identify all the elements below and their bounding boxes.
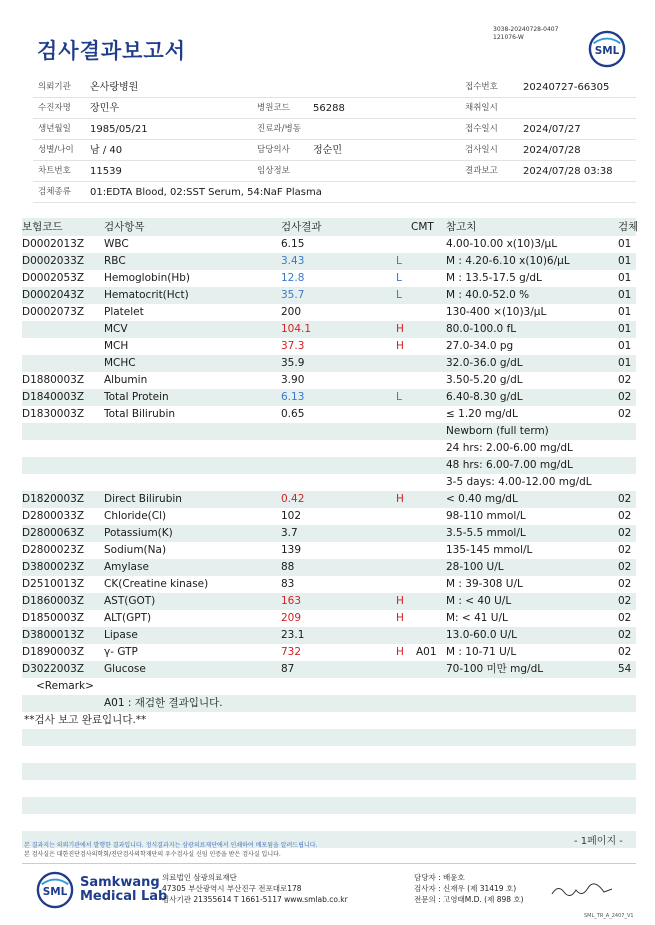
row-specimen: 02 xyxy=(618,527,632,539)
institution-label: 의뢰기관 xyxy=(38,82,71,92)
row-code: D0002013Z xyxy=(22,238,85,250)
footer-note-2: 본 검사실은 대한진단검사의학회/진단검사의학재단의 우수검사실 신임 인증을 받은 검사실 입니다. xyxy=(24,851,281,858)
result-rows xyxy=(22,236,636,678)
remark-a01-row xyxy=(22,695,636,712)
footer-divider xyxy=(22,863,636,864)
table-row xyxy=(22,253,636,270)
row-ref: 3-5 days: 4.00-12.00 mg/dL xyxy=(446,476,592,488)
remark-a01: A01 : 재검한 결과입니다. xyxy=(104,697,223,709)
patient-info xyxy=(33,77,636,203)
row-result: 83 xyxy=(281,578,295,590)
row-specimen: 02 xyxy=(618,391,632,403)
remark-row xyxy=(22,678,636,695)
report-date-value: 2024/07/28 03:38 xyxy=(523,166,613,177)
row-name: CK(Creatine kinase) xyxy=(104,578,209,590)
clinical-label: 임상정보 xyxy=(257,166,290,176)
signature-icon xyxy=(548,880,618,902)
row-ref: < 0.40 mg/dL xyxy=(446,493,518,505)
row-name: MCH xyxy=(104,340,129,352)
row-name: MCHC xyxy=(104,357,136,369)
row-result: 732 xyxy=(281,646,302,658)
row-name: WBC xyxy=(104,238,129,250)
row-code: D1850003Z xyxy=(22,612,85,624)
institution-value: 온사랑병원 xyxy=(90,82,139,93)
document-id-line2: 121076-W xyxy=(493,34,524,41)
info-row xyxy=(33,98,636,119)
org-contact: 검사기관 21355614 T 1661-5117 www.smlab.co.kr xyxy=(162,895,348,904)
table-row xyxy=(22,627,636,644)
specimen-value: 01:EDTA Blood, 02:SST Serum, 54:NaF Plasma xyxy=(90,187,322,198)
row-name: Albumin xyxy=(104,374,148,386)
row-code: D0002033Z xyxy=(22,255,85,267)
table-row xyxy=(22,338,636,355)
row-specimen: 02 xyxy=(618,408,632,420)
row-flag: L xyxy=(396,255,402,267)
row-result: 23.1 xyxy=(281,629,305,641)
info-row xyxy=(33,182,636,203)
table-row xyxy=(22,661,636,678)
table-row xyxy=(22,372,636,389)
footer-note-1: 본 결과지는 의뢰기관에서 발행한 결과입니다. 정식결과지는 삼광의료재단에서 인쇄하여 배포됨을 알려드립니다. xyxy=(24,842,318,849)
row-code: D2800033Z xyxy=(22,510,85,522)
row-ref: M : 13.5-17.5 g/dL xyxy=(446,272,542,284)
row-flag: L xyxy=(396,391,402,403)
row-specimen: 02 xyxy=(618,595,632,607)
row-ref: 4.00-10.00 x(10)3/µL xyxy=(446,238,558,250)
row-ref: ≤ 1.20 mg/dL xyxy=(446,408,518,420)
row-flag: H xyxy=(396,323,404,335)
info-row xyxy=(33,119,636,140)
row-code: D2800063Z xyxy=(22,527,85,539)
empty-row xyxy=(22,729,636,746)
row-name: Hemoglobin(Hb) xyxy=(104,272,191,284)
remark-label: <Remark> xyxy=(36,680,94,692)
row-specimen: 01 xyxy=(618,255,632,267)
row-result: 102 xyxy=(281,510,302,522)
row-specimen: 02 xyxy=(618,374,632,386)
row-specimen: 01 xyxy=(618,289,632,301)
table-row xyxy=(22,321,636,338)
row-code: D0002053Z xyxy=(22,272,85,284)
row-cmt: A01 xyxy=(416,646,437,658)
row-code: D3800013Z xyxy=(22,629,85,641)
header-specimen: 검체 xyxy=(618,221,639,233)
row-ref: 70-100 미만 mg/dL xyxy=(446,663,544,675)
row-name: Potassium(K) xyxy=(104,527,173,539)
row-result: 0.65 xyxy=(281,408,305,420)
row-specimen: 02 xyxy=(618,578,632,590)
row-specimen: 02 xyxy=(618,646,632,658)
header-ref: 참고치 xyxy=(446,221,477,233)
row-ref: 13.0-60.0 U/L xyxy=(446,629,517,641)
row-result: 3.7 xyxy=(281,527,298,539)
row-code: D1890003Z xyxy=(22,646,85,658)
row-name: Sodium(Na) xyxy=(104,544,167,556)
row-code: D0002073Z xyxy=(22,306,85,318)
hospital-code-value: 56288 xyxy=(313,103,345,114)
row-ref: 24 hrs: 2.00-6.00 mg/dL xyxy=(446,442,573,454)
row-specimen: 01 xyxy=(618,323,632,335)
info-row xyxy=(33,161,636,182)
empty-row xyxy=(22,763,636,780)
staff-info: 담당자 : 배윤호 xyxy=(414,873,465,882)
chart-no-label: 차트번호 xyxy=(38,166,71,176)
row-specimen: 01 xyxy=(618,357,632,369)
row-specimen: 02 xyxy=(618,493,632,505)
table-row xyxy=(22,644,636,661)
row-result: 3.43 xyxy=(281,255,305,267)
row-name: Total Protein xyxy=(104,391,169,403)
row-specimen: 01 xyxy=(618,306,632,318)
row-result: 104.1 xyxy=(281,323,312,335)
info-row xyxy=(33,140,636,161)
header-result: 검사결과 xyxy=(281,221,322,233)
row-flag: H xyxy=(396,646,404,658)
row-result: 209 xyxy=(281,612,302,624)
form-code: SML_TR_A_2407_V1 xyxy=(584,913,634,919)
logo-text: SML xyxy=(594,44,620,57)
row-ref: M : 40.0-52.0 % xyxy=(446,289,530,301)
doctor-label: 담당의사 xyxy=(257,145,290,155)
empty-row xyxy=(22,797,636,814)
org-address: 47305 부산광역시 부산진구 전포대로178 xyxy=(162,884,302,893)
patient-value: 장민우 xyxy=(90,103,119,114)
info-row xyxy=(33,77,636,98)
row-name: MCV xyxy=(104,323,128,335)
document-id-line1: 3038-20240728-0407 xyxy=(493,26,559,33)
row-specimen: 02 xyxy=(618,629,632,641)
row-ref: 3.50-5.20 g/dL xyxy=(446,374,523,386)
header-name: 검사항목 xyxy=(104,221,145,233)
document-id xyxy=(493,26,558,42)
row-name: Platelet xyxy=(104,306,144,318)
tester-info: 검사자 : 신재우 (제 31419 호) xyxy=(414,884,517,893)
doctor-value: 정순민 xyxy=(313,145,342,156)
row-specimen: 54 xyxy=(618,663,632,675)
row-ref: M : 39-308 U/L xyxy=(446,578,523,590)
patient-label: 수진자명 xyxy=(38,103,71,113)
dept-label: 진료과/병동 xyxy=(257,124,301,134)
footer-logo-text: SML xyxy=(42,885,68,898)
table-row xyxy=(22,389,636,406)
table-row xyxy=(22,491,636,508)
table-row xyxy=(22,440,636,457)
specialist-info: 전문의 : 고영태M.D. (제 898 호) xyxy=(414,895,524,904)
row-code: D1820003Z xyxy=(22,493,85,505)
specimen-label: 검체종류 xyxy=(38,187,71,197)
brand-line-1: Samkwang xyxy=(80,875,160,890)
table-row xyxy=(22,270,636,287)
row-specimen: 01 xyxy=(618,340,632,352)
row-specimen: 02 xyxy=(618,561,632,573)
row-ref: 80.0-100.0 fL xyxy=(446,323,517,335)
row-result: 35.7 xyxy=(281,289,305,301)
page-number: - 1페이지 - xyxy=(574,836,623,847)
brand-line-2: Medical Lab xyxy=(80,889,168,904)
table-header xyxy=(22,218,639,236)
row-flag: L xyxy=(396,289,402,301)
row-ref: M: < 41 U/L xyxy=(446,612,508,624)
row-ref: 27.0-34.0 pg xyxy=(446,340,514,352)
row-ref: 135-145 mmol/L xyxy=(446,544,533,556)
hospital-code-label: 병원코드 xyxy=(257,103,290,113)
row-flag: H xyxy=(396,340,404,352)
receipt-date-label: 접수일시 xyxy=(465,124,498,134)
table-row xyxy=(22,525,636,542)
row-flag: H xyxy=(396,595,404,607)
row-result: 200 xyxy=(281,306,302,318)
sex-age-label: 성별/나이 xyxy=(38,145,74,155)
sex-age-value: 남 / 40 xyxy=(90,145,123,156)
dob-label: 생년월일 xyxy=(38,124,71,134)
row-name: RBC xyxy=(104,255,126,267)
table-row xyxy=(22,304,636,321)
receipt-no-value: 20240727-66305 xyxy=(523,82,610,93)
row-result: 6.15 xyxy=(281,238,305,250)
report-done: **검사 보고 완료입니다.** xyxy=(24,714,147,726)
table-row xyxy=(22,457,636,474)
empty-row xyxy=(22,746,636,763)
row-name: Hematocrit(Hct) xyxy=(104,289,189,301)
row-name: Chloride(Cl) xyxy=(104,510,167,522)
table-row xyxy=(22,542,636,559)
row-name: AST(GOT) xyxy=(104,595,156,607)
row-name: Lipase xyxy=(104,629,138,641)
table-row xyxy=(22,287,636,304)
header-cmt: CMT xyxy=(411,221,434,233)
results-table xyxy=(22,218,639,848)
table-row xyxy=(22,559,636,576)
row-specimen: 01 xyxy=(618,272,632,284)
row-code: D0002043Z xyxy=(22,289,85,301)
row-name: ALT(GPT) xyxy=(104,612,152,624)
row-result: 12.8 xyxy=(281,272,305,284)
row-result: 87 xyxy=(281,663,295,675)
row-specimen: 02 xyxy=(618,544,632,556)
row-code: D1830003Z xyxy=(22,408,85,420)
row-code: D3022003Z xyxy=(22,663,85,675)
sml-footer-logo-icon xyxy=(36,871,74,909)
collection-date-label: 채취일시 xyxy=(465,103,498,113)
row-ref: Newborn (full term) xyxy=(446,425,549,437)
page-title: 검사결과보고서 xyxy=(37,39,187,63)
row-ref: 6.40-8.30 g/dL xyxy=(446,391,523,403)
row-result: 163 xyxy=(281,595,302,607)
table-row xyxy=(22,355,636,372)
row-result: 0.42 xyxy=(281,493,305,505)
row-ref: 48 hrs: 6.00-7.00 mg/dL xyxy=(446,459,573,471)
row-result: 88 xyxy=(281,561,295,573)
row-specimen: 01 xyxy=(618,238,632,250)
empty-row xyxy=(22,780,636,797)
row-code: D2510013Z xyxy=(22,578,85,590)
row-code: D1840003Z xyxy=(22,391,85,403)
chart-no-value: 11539 xyxy=(90,166,122,177)
table-row xyxy=(22,474,636,491)
table-row xyxy=(22,593,636,610)
table-row xyxy=(22,236,636,253)
row-ref: 28-100 U/L xyxy=(446,561,504,573)
header-code: 보험코드 xyxy=(22,221,63,233)
row-result: 6.13 xyxy=(281,391,305,403)
row-code: D2800023Z xyxy=(22,544,85,556)
row-ref: M : 10-71 U/L xyxy=(446,646,517,658)
report-date-label: 결과보고 xyxy=(465,166,498,176)
sml-logo-icon xyxy=(588,30,626,68)
row-name: γ- GTP xyxy=(104,646,138,658)
table-row xyxy=(22,423,636,440)
test-date-label: 검사일시 xyxy=(465,145,498,155)
table-row xyxy=(22,576,636,593)
row-name: Total Bilirubin xyxy=(104,408,176,420)
row-name: Amylase xyxy=(104,561,149,573)
row-code: D3800023Z xyxy=(22,561,85,573)
row-name: Direct Bilirubin xyxy=(104,493,182,505)
row-result: 37.3 xyxy=(281,340,305,352)
table-row xyxy=(22,406,636,423)
row-result: 3.90 xyxy=(281,374,305,386)
row-ref: M : 4.20-6.10 x(10)6/µL xyxy=(446,255,570,267)
row-ref: 130-400 ×(10)3/µL xyxy=(446,306,547,318)
row-specimen: 02 xyxy=(618,612,632,624)
row-ref: 98-110 mmol/L xyxy=(446,510,526,522)
empty-row xyxy=(22,814,636,831)
row-ref: 3.5-5.5 mmol/L xyxy=(446,527,526,539)
row-code: D1860003Z xyxy=(22,595,85,607)
receipt-date-value: 2024/07/27 xyxy=(523,124,581,135)
table-row xyxy=(22,610,636,627)
dob-value: 1985/05/21 xyxy=(90,124,148,135)
row-result: 139 xyxy=(281,544,302,556)
row-name: Glucose xyxy=(104,663,146,675)
test-date-value: 2024/07/28 xyxy=(523,145,581,156)
row-ref: 32.0-36.0 g/dL xyxy=(446,357,523,369)
row-code: D1880003Z xyxy=(22,374,85,386)
row-flag: H xyxy=(396,612,404,624)
report-done-row xyxy=(22,712,636,729)
row-result: 35.9 xyxy=(281,357,305,369)
table-row xyxy=(22,508,636,525)
row-flag: L xyxy=(396,272,402,284)
receipt-no-label: 접수번호 xyxy=(465,82,498,92)
org-name: 의료법인 삼광의료재단 xyxy=(162,873,237,882)
row-specimen: 02 xyxy=(618,510,632,522)
row-flag: H xyxy=(396,493,404,505)
row-ref: M : < 40 U/L xyxy=(446,595,512,607)
